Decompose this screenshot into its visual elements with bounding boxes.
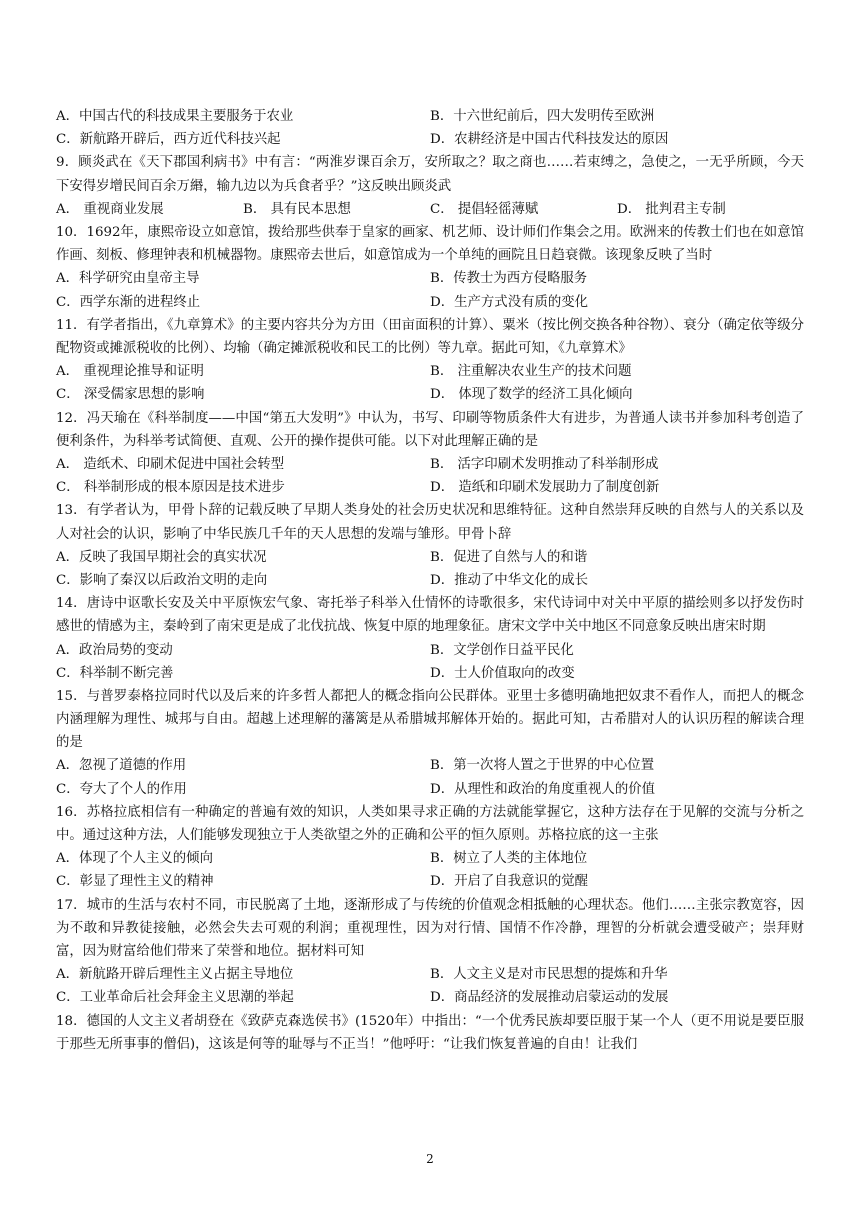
q11-option-b: B． 注重解决农业生产的技术问题 — [430, 364, 632, 380]
q17-option-b: B．人文主义是对市民思想的提炼和升华 — [430, 967, 668, 983]
q8-options — [56, 105, 804, 128]
q8-option-c: C．新航路开辟后，西方近代科技兴起 — [56, 132, 281, 148]
q16-options — [56, 847, 804, 870]
q13-option-d: D．推动了中华文化的成长 — [430, 572, 589, 588]
q17-options — [56, 963, 804, 986]
q9-option-b: B． 具有民本思想 — [243, 201, 351, 217]
q12-option-d: D． 造纸和印刷术发展助力了制度创新 — [430, 480, 660, 496]
q13-options — [56, 546, 804, 569]
q8-option-b: B．十六世纪前后，四大发明传至欧洲 — [430, 109, 655, 124]
q15-options — [56, 754, 804, 777]
q14-options — [56, 639, 804, 662]
q14-option-a: A．政治局势的变动 — [56, 642, 173, 658]
q12-options-row2 — [56, 476, 804, 499]
q14-options-row2 — [56, 662, 804, 685]
q9-option-a: A． 重视商业发展 — [56, 201, 164, 217]
q17-option-d: D．商品经济的发展推动启蒙运动的发展 — [430, 990, 669, 1006]
q9-options — [56, 198, 804, 221]
q10-option-a: A．科学研究由皇帝主导 — [56, 271, 200, 287]
q10-option-c: C．西学东渐的进程终止 — [56, 294, 201, 310]
q15-stem: 15．与普罗泰格拉同时代以及后来的许多哲人都把人的概念指向公民群体。亚里士多德明确地把奴隶不看作人，而把人的概念内涵理解为理性、城邦与自由。超越上述理解的藩篱是从希腊城邦解体开始的。据此可知，古希腊对人的认识历程的解读合理的是 — [56, 688, 804, 751]
q13-option-a: A．反映了我国早期社会的真实状况 — [56, 549, 267, 565]
q13-option-b: B．促进了自然与人的和谐 — [430, 549, 588, 565]
q12-option-c: C． 科举制形成的根本原因是技术进步 — [56, 480, 285, 496]
q11-option-c: C． 深受儒家思想的影响 — [56, 387, 205, 403]
q16-option-d: D．开启了自我意识的觉醒 — [430, 874, 589, 890]
q17-option-c: C．工业革命后社会拜金主义思潮的举起 — [56, 990, 294, 1006]
q9-option-d: D． 批判君主专制 — [617, 201, 726, 217]
q16-options-row2 — [56, 870, 804, 893]
q17-options-row2 — [56, 986, 804, 1009]
q12-options — [56, 453, 804, 476]
q17-option-a: A．新航路开辟后理性主义占据主导地位 — [56, 967, 294, 983]
q10-options-row2 — [56, 291, 804, 314]
q11-stem: 11．有学者指出，《九章算术》的主要内容共分为方田（田亩面积的计算）、粟米（按比例交换各种谷物）、衰分（确定依等级分配物资或摊派税收的比例）、均输（确定摊派税收和民工的比例）等九章。据此可知，《九章算术》 — [56, 317, 804, 356]
q12-option-b: B． 活字印刷术发明推动了科举制形成 — [430, 456, 659, 472]
q13-option-c: C．影响了秦汉以后政治文明的走向 — [56, 572, 268, 588]
q12-stem: 12．冯天瑜在《科举制度——中国“第五大发明”》中认为，书写、印刷等物质条件大有进步，为普通人读书并参加科考创造了便利条件，为科举考试简便、直观、公开的操作提供可能。以下对此理解正确的是 — [56, 410, 804, 449]
q15-option-a: A．忽视了道德的作用 — [56, 758, 187, 774]
q11-option-d: D． 体现了数学的经济工具化倾向 — [430, 387, 633, 403]
q15-option-d: D．从理性和政治的角度重视人的价值 — [430, 781, 655, 797]
q13-options-row2 — [56, 569, 804, 592]
question-page — [56, 105, 804, 1056]
q16-option-c: C．彰显了理性主义的精神 — [56, 874, 214, 890]
q11-options — [56, 360, 804, 383]
q11-options-row2 — [56, 383, 804, 406]
q8-option-a: A．中国古代的科技成果主要服务于农业 — [56, 109, 294, 124]
q15-options-row2 — [56, 778, 804, 801]
q13-stem: 13．有学者认为，甲骨卜辞的记载反映了早期人类身处的社会历史状况和思维特征。这种自然崇拜反映的自然与人的关系以及人对社会的认识，影响了中华民族几千年的天人思想的发端与雏形。甲骨卜辞 — [56, 503, 804, 542]
q10-options — [56, 267, 804, 290]
q14-stem: 14．唐诗中讴歌长安及关中平原恢宏气象、寄托举子科举入仕情怀的诗歌很多，宋代诗词中对关中平原的描绘则多以抒发伤时感世的情感为主，秦岭到了南宋更是成了北伐抗战、恢复中原的地理象征。唐宋文学中关中地区不同意象反映出唐宋时期 — [56, 596, 804, 635]
q17-stem: 17．城市的生活与农村不同，市民脱离了土地，逐渐形成了与传统的价值观念相抵触的心理状态。他们……主张宗教宽容，因为不敢和异教徒接触，必然会失去可观的利润；重视理性，因为对行情、国情不作冷静，理智的分析就会遭受破产；崇拜财富，因为财富给他们带来了荣誉和地位。据材料可知 — [56, 897, 804, 960]
q14-option-c: C．科举制不断完善 — [56, 665, 174, 681]
q14-option-b: B．文学创作日益平民化 — [430, 642, 574, 658]
q15-option-c: C．夸大了个人的作用 — [56, 781, 187, 797]
q9-option-c: C． 提倡轻徭薄赋 — [430, 201, 539, 217]
q8-option-d: D．农耕经济是中国古代科技发达的原因 — [430, 132, 669, 148]
q10-option-b: B．传教士为西方侵略服务 — [430, 271, 588, 287]
q8-options-row2 — [56, 128, 804, 151]
q14-option-d: D．士人价值取向的改变 — [430, 665, 575, 681]
q10-stem: 10．1692年，康熙帝设立如意馆，拨给那些供奉于皇家的画家、机艺师、设计师们作集会之用。欧洲来的传教士们也在如意馆作画、刻板、修理钟表和机械器物。康熙帝去世后，如意馆成为一个单纯的画院且日趋衰微。该现象反映了当时 — [56, 224, 804, 264]
q16-stem: 16．苏格拉底相信有一种确定的普遍有效的知识，人类如果寻求正确的方法就能掌握它，这种方法存在于见解的交流与分析之中。通过这种方法，人们能够发现独立于人类欲望之外的正确和公平的恒久原则。苏格拉底的这一主张 — [56, 804, 804, 844]
q9-stem: 9．顾炎武在《天下郡国利病书》中有言：“两淮岁课百余万，安所取之？取之商也……若束缚之，急使之，一无乎所顾，今天下安得岁增民间百余万緡，输九边以为兵食者乎？”这反映出顾炎武 — [56, 155, 804, 194]
q16-option-b: B．树立了人类的主体地位 — [430, 851, 588, 867]
q15-option-b: B．第一次将人置之于世界的中心位置 — [430, 758, 655, 774]
q18-stem: 18．德国的人文主义者胡登在《致萨克森选侯书》(1520年）中指出：“一个优秀民族却要臣服于某一个人（更不用说是要臣服于那些无所事事的僧侣)，这该是何等的耻辱与不正当！”他呼吁：“让我们恢复普遍的自由！让我们 — [56, 1013, 804, 1052]
q10-option-d: D．生产方式没有质的变化 — [430, 294, 589, 310]
q16-option-a: A．体现了个人主义的倾向 — [56, 851, 213, 867]
q11-option-a: A． 重视理论推导和证明 — [56, 364, 204, 380]
page-number: 2 — [426, 1152, 434, 1166]
q12-option-a: A． 造纸术、印刷术促进中国社会转型 — [56, 456, 285, 472]
